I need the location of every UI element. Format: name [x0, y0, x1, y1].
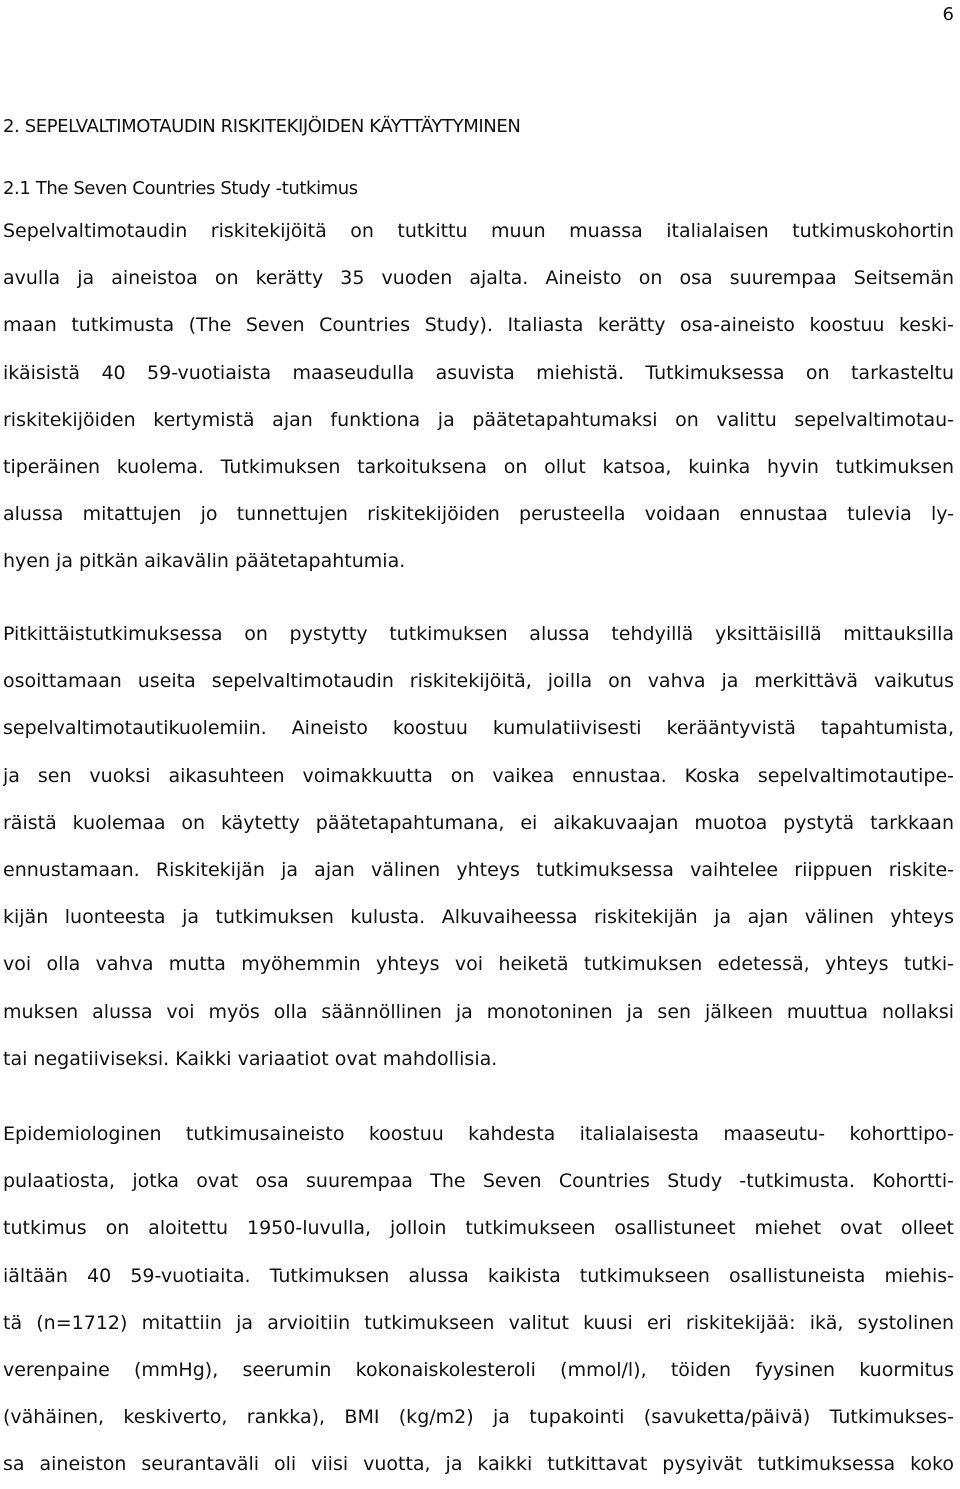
- text-line: ennustamaan. Riskitekijän ja ajan välinen yhteys tutkimuksessa vaihtelee riippuen riskite-: [3, 858, 954, 881]
- text-line: tai negatiiviseksi. Kaikki variaatiot ovat mahdollisia.: [3, 1047, 498, 1070]
- text-line: Epidemiologinen tutkimusaineisto koostuu kahdesta italialaisesta maaseutu- kohorttipo-: [3, 1123, 954, 1145]
- text-line: ikäisistä 40 59-vuotiaista maaseudulla asuvista miehistä. Tutkimuksessa on tarkasteltu: [3, 361, 954, 384]
- text-line: tiperäinen kuolema. Tutkimuksen tarkoituksena on ollut katsoa, kuinka hyvin tutkimuksen: [3, 455, 954, 478]
- text-line: muksen alussa voi myös olla säännöllinen ja monotoninen ja sen jälkeen muuttua nollaksi: [3, 1000, 954, 1023]
- text-line: hyen ja pitkän aikavälin päätetapahtumia.: [3, 550, 406, 573]
- text-line: sepelvaltimotautikuolemiin. Aineisto koostuu kumulatiivisesti kerääntyvistä tapahtumista,: [3, 717, 954, 740]
- text-line: osoittamaan useita sepelvaltimotaudin riskitekijöitä, joilla on vahva ja merkittävä vaikutus: [3, 670, 954, 693]
- subsection-heading: 2.1 The Seven Countries Study -tutkimus: [3, 178, 358, 199]
- section-heading: 2. SEPELVALTIMOTAUDIN RISKITEKIJÖIDEN KÄYTTÄYTYMINEN: [3, 116, 521, 137]
- text-line: pulaatiosta, jotka ovat osa suurempaa The Seven Countries Study -tutkimusta. Kohortti-: [3, 1170, 954, 1193]
- text-line: kijän luonteesta ja tutkimuksen kulusta. Alkuvaiheessa riskitekijän ja ajan välinen yhteys: [3, 906, 954, 929]
- text-line: tutkimus on aloitettu 1950-luvulla, jolloin tutkimukseen osallistuneet miehet ovat olleet: [3, 1217, 954, 1240]
- text-line: avulla ja aineistoa on kerätty 35 vuoden ajalta. Aineisto on osa suurempaa Seitsemän: [3, 267, 954, 290]
- text-line: riskitekijöiden kertymistä ajan funktiona ja päätetapahtumaksi on valittu sepelvaltimotau-: [3, 408, 954, 431]
- text-line: Sepelvaltimotaudin riskitekijöitä on tutkittu muun muassa italialaisen tutkimuskohortin: [3, 220, 954, 242]
- text-line: Pitkittäistutkimuksessa on pystytty tutkimuksen alussa tehdyillä yksittäisillä mittauksilla: [3, 623, 954, 645]
- paragraph-2: [3, 611, 954, 1083]
- text-line: ja sen vuoksi aikasuhteen voimakkuutta on vaikea ennustaa. Koska sepelvaltimotautipe-: [3, 764, 954, 787]
- text-line: maan tutkimusta (The Seven Countries Study). Italiasta kerätty osa-aineisto koostuu keski-: [3, 314, 954, 337]
- text-line: verenpaine (mmHg), seerumin kokonaiskolesteroli (mmol/l), töiden fyysinen kuormitus: [3, 1358, 954, 1381]
- text-line: voi olla vahva mutta myöhemmin yhteys voi heiketä tutkimuksen edetessä, yhteys tutki-: [3, 953, 954, 976]
- text-line: räistä kuolemaa on käytetty päätetapahtumana, ei aikakuvaajan muotoa pystytä tarkkaan: [3, 811, 954, 834]
- text-line: alussa mitattujen jo tunnettujen riskitekijöiden perusteella voidaan ennustaa tulevia ly-: [3, 503, 954, 526]
- text-line: sa aineiston seurantaväli oli viisi vuotta, ja kaikki tutkittavat pysyivät tutkimuksessa koko: [3, 1453, 954, 1476]
- text-line: (vähäinen, keskiverto, rankka), BMI (kg/m2) ja tupakointi (savuketta/päivä) Tutkimukses-: [3, 1406, 954, 1429]
- text-line: tä (n=1712) mitattiin ja arvioitiin tutkimukseen valitut kuusi eri riskitekijää: ikä, systolinen: [3, 1311, 954, 1334]
- paragraph-3: [3, 1111, 954, 1489]
- paragraph-1: [3, 208, 954, 586]
- text-line: iältään 40 59-vuotiaita. Tutkimuksen alussa kaikista tutkimukseen osallistuneista miehis-: [3, 1264, 954, 1287]
- page-number: 6: [942, 4, 954, 25]
